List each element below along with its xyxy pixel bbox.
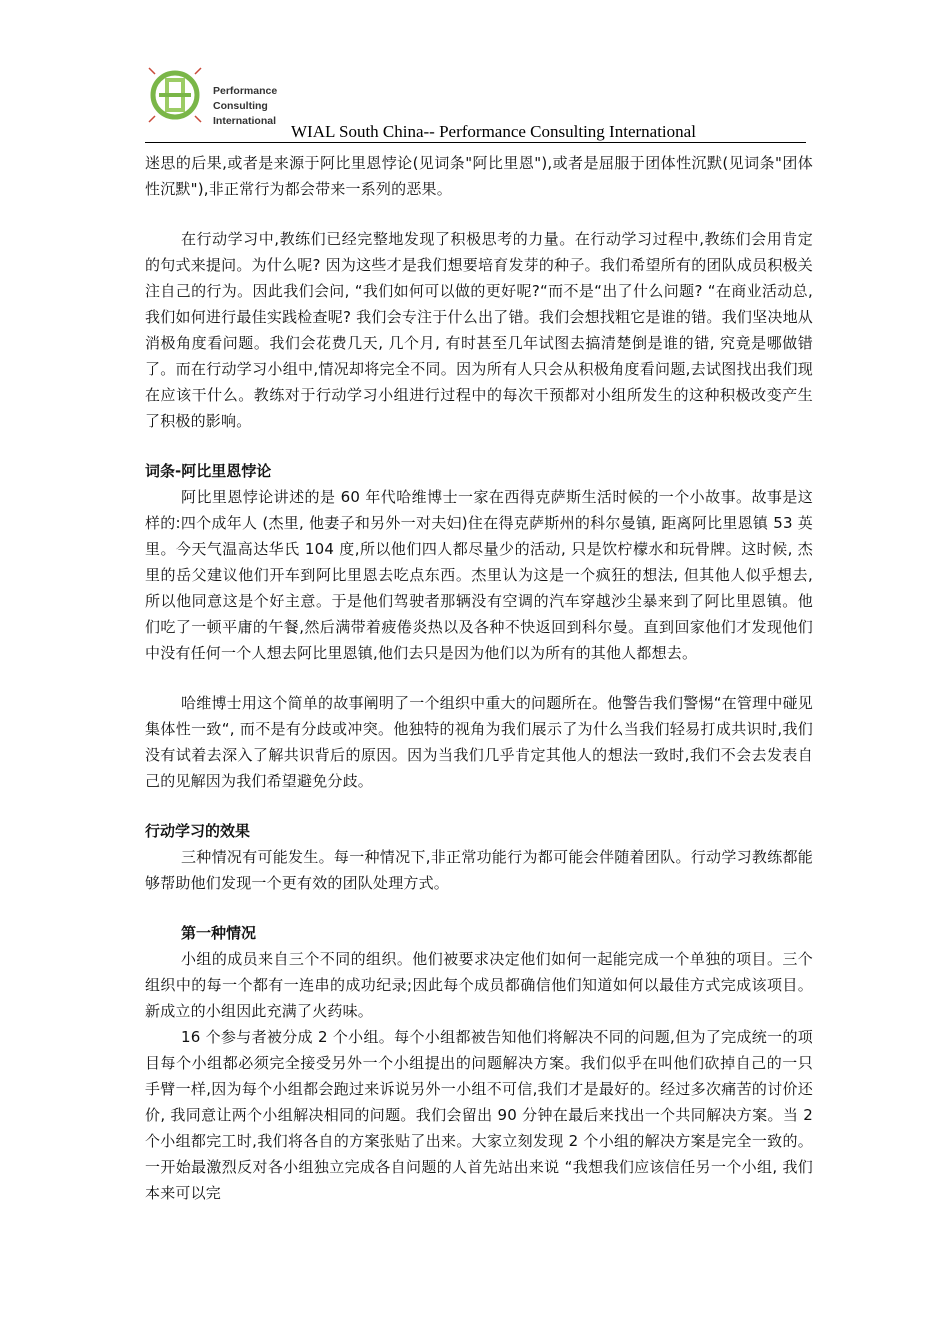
spacer: [145, 202, 813, 226]
paragraph-5: 三种情况有可能发生。每一种情况下,非正常功能行为都可能会伴随着团队。行动学习教练都能够帮助他们发现一个更有效的团队处理方式。: [145, 848, 813, 892]
section-heading-abilene-paradox: 词条-阿比里恩悖论: [145, 462, 272, 480]
section-heading-effects: 行动学习的效果: [145, 822, 251, 840]
paragraph-7: 16 个参与者被分成 2 个小组。每个小组都被告知他们将解决不同的问题,但为了完成统一的项目每个小组都必须完全接受另外一个小组提出的问题解决方案。我们似乎在叫他们砍掉自己的一只手臂一样,因为每个小组都会跑过来诉说另外一小组不可信,我们才是最好的。经过多次痛苦的讨价还价, 我同意让两个小组解决相同的问题。我们会留出 90 分钟在最后来找出一个共同解决方案。当 2 个小组都完工时,我们将各自的方案张贴了出来。大家立刻发现 2 个小组的解决方案是完全一致的。一开始最激烈反对各小组独立完成各自问题的人首先站出来说 “我想我们应该信任另一个小组, 我们本来可以完: [145, 1028, 813, 1202]
spacer: [145, 434, 813, 458]
paragraph-1: 迷思的后果,或者是来源于阿比里恩悖论(见词条"阿比里恩"),或者是屈服于团体性沉默(见词条"团体性沉默"),非正常行为都会带来一系列的恶果。: [145, 154, 813, 198]
subheading-case-1: 第一种情况: [181, 924, 257, 942]
document-body: [145, 150, 813, 1206]
logo-line-1: Performance: [213, 85, 278, 97]
spacer: [145, 666, 813, 690]
logo-wordmark: [213, 84, 277, 129]
paragraph-3: 阿比里恩悖论讲述的是 60 年代哈维博士一家在西得克萨斯生活时候的一个小故事。故事是这样的:四个成年人 (杰里, 他妻子和另外一对夫妇)住在得克萨斯州的科尔曼镇, 距离阿比里恩镇 53 英里。今天气温高达华氏 104 度,所以他们四人都尽量少的活动, 只是饮柠檬水和玩骨牌。这时候, 杰里的岳父建议他们开车到阿比里恩去吃点东西。杰里认为这是一个疯狂的想法, 但其他人似乎想去, 所以他同意这是个好主意。于是他们驾驶者那辆没有空调的汽车穿越沙尘暴来到了阿比里恩镇。他们吃了一顿平庸的午餐,然后满带着疲倦炎热以及各种不快返回到科尔曼。直到回家他们才发现他们中没有任何一个人想去阿比里恩镇,他们去只是因为他们以为所有的其他人都想去。: [145, 488, 813, 662]
header-divider: [145, 142, 806, 143]
paragraph-2: 在行动学习中,教练们已经完整地发现了积极思考的力量。在行动学习过程中,教练们会用肯定的句式来提问。为什么呢? 因为这些才是我们想要培育发芽的种子。我们希望所有的团队成员积极关注自己的行为。因此我们会问, “我们如何可以做的更好呢?“而不是“出了什么问题? “在商业活动总,我们如何进行最佳实践检查呢? 我们会专注于什么出了错。我们会想找粗它是谁的错。我们坚决地从消极角度看问题。我们会花费几天, 几个月, 有时甚至几年试图去搞清楚倒是谁的错, 究竟是哪做错了。而在行动学习小组中,情况却将完全不同。因为所有人只会从积极角度看问题,去试图找出我们现在应该干什么。教练对于行动学习小组进行过程中的每次干预都对小组所发生的这种积极改变产生了积极的影响。: [145, 230, 813, 430]
header-title: WIAL South China-- Performance Consulting International: [291, 122, 696, 141]
spacer: [145, 896, 813, 920]
logo-line-2: Consulting: [213, 100, 268, 112]
paragraph-4: 哈维博士用这个简单的故事阐明了一个组织中重大的问题所在。他警告我们警惕“在管理中碰见集体性一致“, 而不是有分歧或冲突。他独特的视角为我们展示了为什么当我们轻易打成共识时,我们没有试着去深入了解共识背后的原因。因为当我们几乎肯定其他人的想法一致时,我们不会去发表自己的见解因为我们希望避免分歧。: [145, 694, 813, 790]
page-header: [145, 62, 806, 144]
paragraph-6: 小组的成员来自三个不同的组织。他们被要求决定他们如何一起能完成一个单独的项目。三个组织中的每一个都有一连串的成功纪录;因此每个成员都确信他们知道如何以最佳方式完成该项目。新成立的小组因此充满了火药味。: [145, 950, 813, 1020]
logo-line-3: International: [213, 115, 277, 127]
spacer: [145, 794, 813, 818]
